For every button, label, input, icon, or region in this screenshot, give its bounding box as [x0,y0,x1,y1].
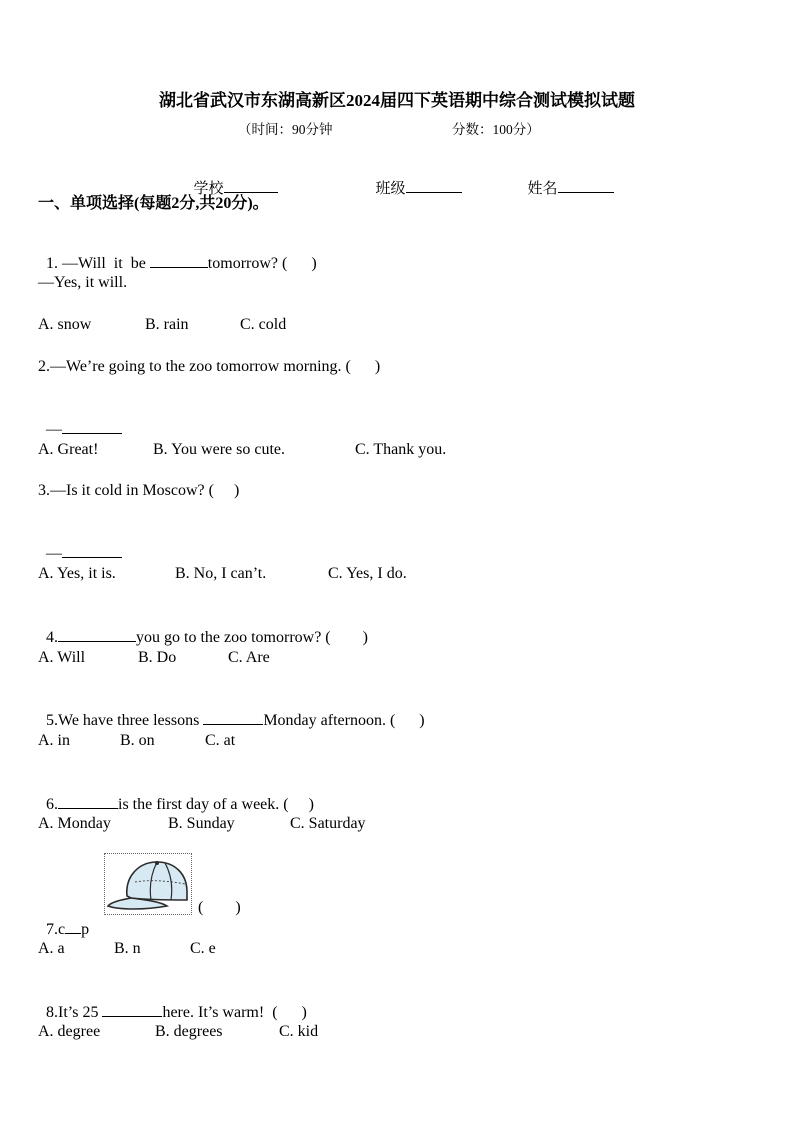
option-b[interactable]: B. degrees [155,1023,223,1040]
option-a[interactable]: A. snow [38,316,92,333]
name-blank[interactable] [558,177,614,193]
cap-icon [105,854,191,914]
answer-blank[interactable] [65,917,81,934]
option-b[interactable]: B. on [120,732,155,749]
question-3-stem: 3.—Is it cold in Moscow? ( ) [38,482,240,499]
option-a[interactable]: A. Monday [38,815,111,832]
exam-time: （时间：90分钟 [238,122,333,137]
option-b[interactable]: B. Sunday [168,815,235,832]
class-label: 班级 [375,181,406,197]
name-field [520,160,614,198]
option-c[interactable]: C. Yes, I do. [328,565,407,582]
question-4-stem: 4. you go to the zoo tomorrow? ( ) [38,607,368,647]
page-title: 湖北省武汉市东湖高新区2024届四下英语期中综合测试模拟试题 [159,91,635,110]
school-label: 学校 [193,181,224,197]
exam-score: 分数：100分） [452,122,540,137]
option-b[interactable]: B. No, I can’t. [175,565,267,582]
question-8-stem: 8.It’s 25 here. It’s warm! ( ) [38,982,307,1022]
option-c[interactable]: C. Thank you. [355,441,447,458]
answer-blank[interactable] [62,541,122,558]
option-c[interactable]: C. kid [279,1023,319,1040]
option-c[interactable]: C. Saturday [290,815,366,832]
option-a[interactable]: A. Great! [38,441,99,458]
question-7-stem: 7.c p [38,899,89,939]
answer-blank[interactable] [150,251,208,268]
option-a[interactable]: A. in [38,732,70,749]
option-c[interactable]: C. cold [240,316,287,333]
option-a[interactable]: A. degree [38,1023,101,1040]
option-b[interactable]: B. n [114,940,141,957]
option-b[interactable]: B. rain [145,316,189,333]
answer-blank[interactable] [62,417,122,434]
option-a[interactable]: A. Will [38,649,86,666]
question-6-stem: 6. is the first day of a week. ( ) [38,774,314,814]
question-5-stem: 5.We have three lessons Monday afternoon. ( ) [38,690,425,730]
question-1-reply: —Yes, it will. [38,274,128,291]
answer-blank[interactable] [58,625,136,642]
option-c[interactable]: C. at [205,732,236,749]
question-3-reply: — [38,523,122,563]
cap-image [104,853,192,915]
question-2-stem: 2.—We’re going to the zoo tomorrow morning. ( ) [38,358,381,375]
class-field [368,160,462,198]
option-c[interactable]: C. Are [228,649,270,666]
section-title: 一、单项选择(每题2分,共20分)。 [38,195,269,212]
answer-blank[interactable] [102,1000,162,1017]
question-1-stem: 1. —Will it be tomorrow? ( ) [38,233,317,273]
answer-blank[interactable] [58,792,118,809]
question-2-reply: — [38,399,122,439]
answer-blank[interactable] [203,708,263,725]
answer-paren: ( ) [198,899,241,916]
option-b[interactable]: B. Do [138,649,177,666]
name-label: 姓名 [527,181,558,197]
option-a[interactable]: A. a [38,940,65,957]
option-b[interactable]: B. You were so cute. [153,441,285,458]
option-c[interactable]: C. e [190,940,216,957]
class-blank[interactable] [406,177,462,193]
option-a[interactable]: A. Yes, it is. [38,565,116,582]
